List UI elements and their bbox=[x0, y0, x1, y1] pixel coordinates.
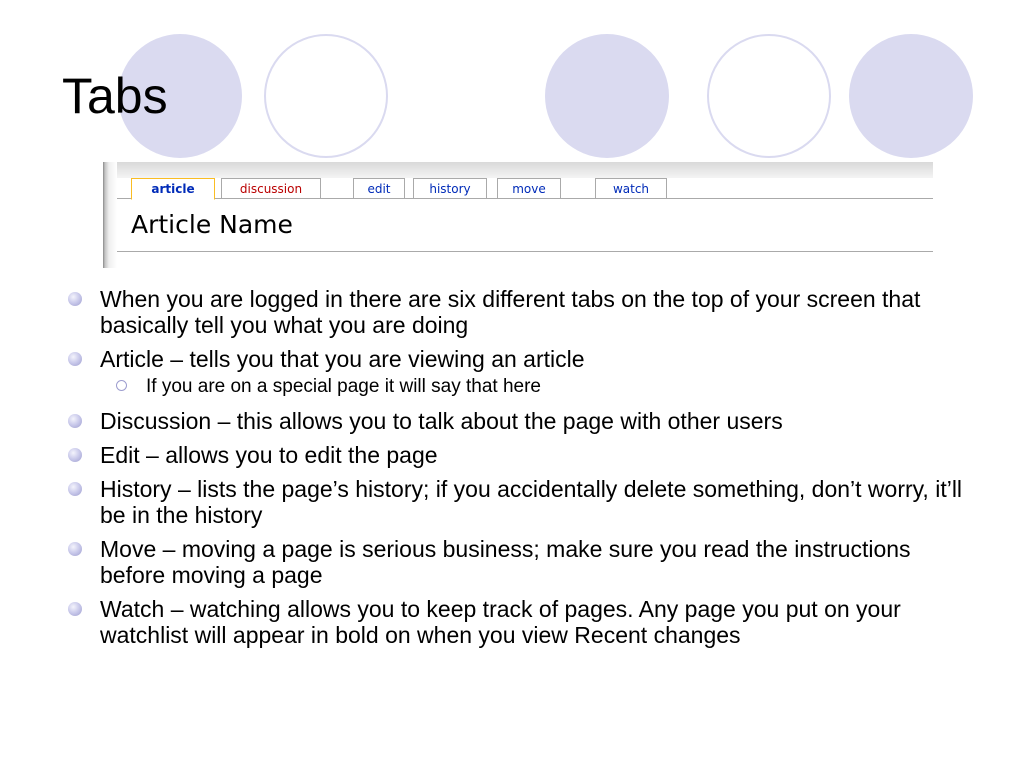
screenshot-edge bbox=[103, 162, 117, 268]
list-item bbox=[66, 346, 966, 372]
list-item-text: Edit – allows you to edit the page bbox=[100, 442, 438, 468]
list-item bbox=[66, 596, 966, 648]
list-item-text: Article – tells you that you are viewing an article bbox=[100, 346, 585, 372]
list-item bbox=[66, 536, 966, 588]
bullet-icon bbox=[68, 352, 82, 366]
tab-watch[interactable]: watch bbox=[595, 178, 667, 199]
tab-edit[interactable]: edit bbox=[353, 178, 405, 199]
list-item bbox=[66, 442, 966, 468]
decorative-circle-outline bbox=[264, 34, 388, 158]
list-item bbox=[66, 476, 966, 528]
decorative-circle-outline bbox=[707, 34, 831, 158]
sub-list-item bbox=[66, 376, 966, 398]
list-item-text: When you are logged in there are six different tabs on the top of your screen that basically tell you what you are doing bbox=[100, 286, 921, 338]
wiki-tabs-screenshot bbox=[103, 162, 933, 268]
bullet-icon bbox=[68, 482, 82, 496]
ring-bullet-icon bbox=[116, 380, 127, 391]
list-item-text: Discussion – this allows you to talk about the page with other users bbox=[100, 408, 783, 434]
list-item bbox=[66, 286, 966, 338]
article-heading: Article Name bbox=[131, 210, 293, 239]
slide-title: Tabs bbox=[62, 68, 168, 124]
list-item-text: Watch – watching allows you to keep track of pages. Any page you put on your watchlist will appear in bold on when you view Recent changes bbox=[100, 596, 901, 648]
tab-history[interactable]: history bbox=[413, 178, 487, 199]
decorative-circle-filled bbox=[545, 34, 669, 158]
tab-move[interactable]: move bbox=[497, 178, 561, 199]
bullet-icon bbox=[68, 448, 82, 462]
bullet-icon bbox=[68, 414, 82, 428]
tab-article[interactable]: article bbox=[131, 178, 215, 200]
list-item-text: Move – moving a page is serious business; make sure you read the instructions before moving a page bbox=[100, 536, 911, 588]
tab-discussion[interactable]: discussion bbox=[221, 178, 321, 199]
list-item-text: History – lists the page’s history; if you accidentally delete something, don’t worry, it’ll be in the history bbox=[100, 476, 963, 528]
list-item bbox=[66, 408, 966, 434]
article-content-area bbox=[117, 198, 933, 252]
bullet-list bbox=[66, 286, 966, 656]
bullet-icon bbox=[68, 602, 82, 616]
sub-list-item-text: If you are on a special page it will say that here bbox=[146, 376, 542, 397]
decorative-circle-filled bbox=[849, 34, 973, 158]
bullet-icon bbox=[68, 292, 82, 306]
bullet-icon bbox=[68, 542, 82, 556]
tab-bar-background bbox=[117, 162, 933, 178]
